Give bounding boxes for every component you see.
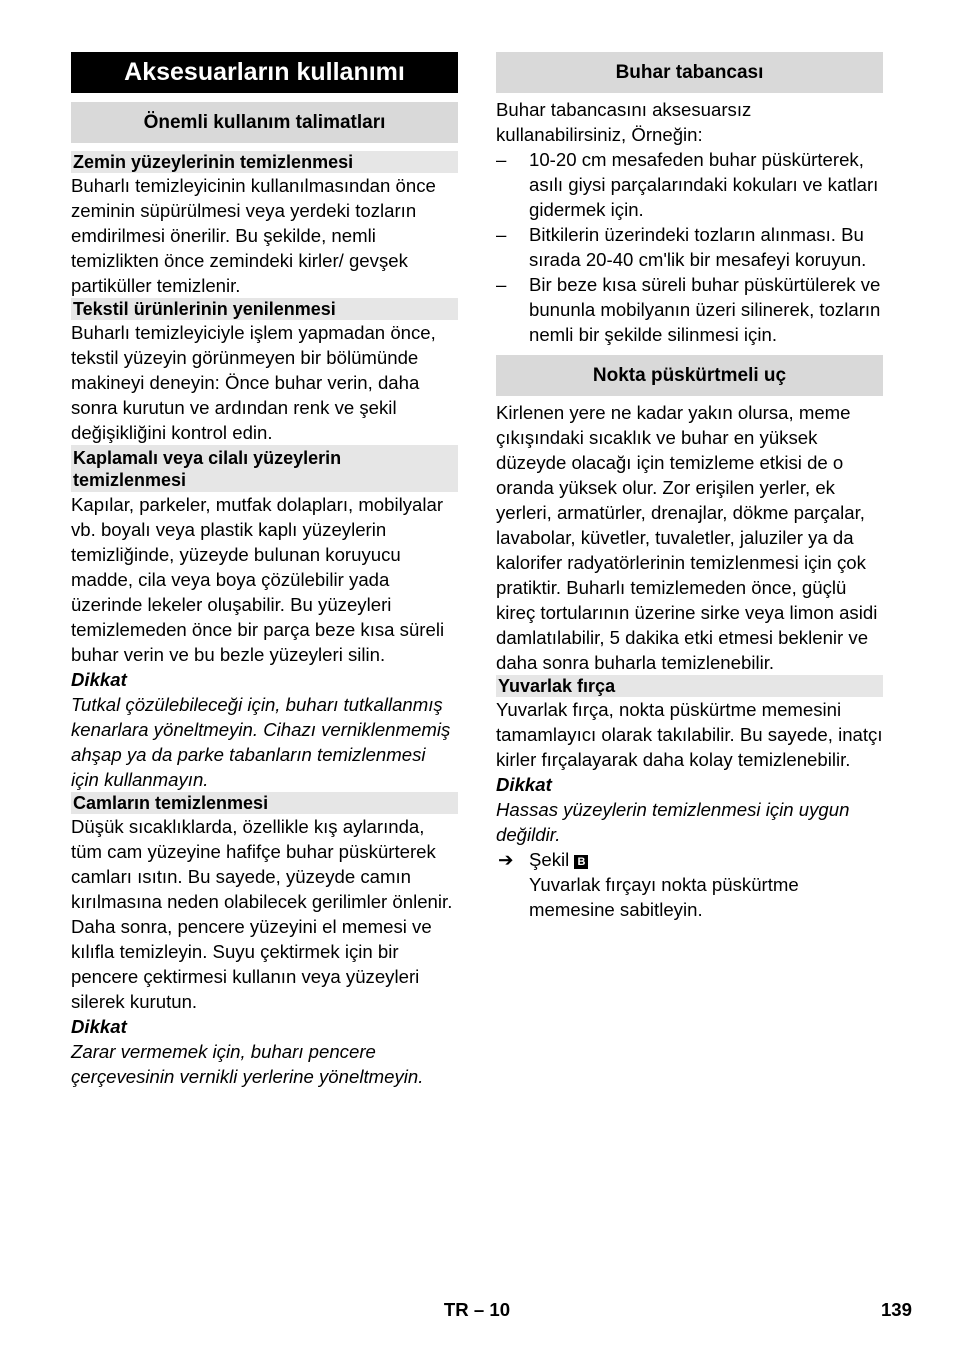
note-coated: Tutkal çözülebileceği için, buharı tutkallanmış kenarlara yöneltmeyin. Cihazı verniklenmemiş ahşap ya da parke tabanların temizlenmesi için kullanmayın.: [71, 694, 451, 790]
dash-bullet: –: [496, 149, 507, 170]
instruction-step: [496, 847, 883, 922]
note-label-windows: Dikkat: [71, 1016, 127, 1037]
page-number: 139: [880, 1299, 912, 1320]
note-label-coated: Dikkat: [71, 669, 127, 690]
paragraph-windows-2: Daha sonra, pencere yüzeyini el memesi ve kılıfla temizleyin. Suyu çektirmek için bir pencere çektirmesi kullanın veya yüzeyleri silerek kurutun.: [71, 916, 432, 1012]
figure-letter-box: B: [574, 855, 588, 869]
paragraph-round-brush: Yuvarlak fırça, nokta püskürtme memesini tamamlayıcı olarak takılabilir. Bu sayede, inatçı kirler fırçalayarak daha kolay temizlenebilir.: [496, 699, 883, 770]
paragraph-coated: Kapılar, parkeler, mutfak dolapları, mobilyalar vb. boyalı veya plastik kaplı yüzeylerin temizliğinde, yüzeyde bulunan koruyucu madde, cila veya boya çözülebilir yada üzerinde lekeler oluşabilir. Bu yüzeyleri temizlemeden önce bir parça beze kısa süreli buhar verin ve bu bezle yüzeyleri silin.: [71, 494, 445, 665]
section-heading-steam-gun: Buhar tabancası: [496, 52, 883, 93]
note-label-brush: Dikkat: [496, 774, 552, 795]
left-column: [71, 52, 458, 1089]
list-item: – Bitkilerin üzerindeki tozların alınması. Bu sırada 20-40 cm'lik bir mesafeyi koruyun.: [496, 224, 867, 270]
chapter-title: Aksesuarların kullanımı: [71, 52, 458, 93]
note-brush: Hassas yüzeylerin temizlenmesi için uygun değildir.: [496, 799, 850, 845]
subheading-coated: Kaplamalı veya cilalı yüzeylerin temizlenmesi: [71, 445, 458, 492]
figure-reference-label: Şekil: [529, 849, 570, 870]
instruction-text: Yuvarlak fırçayı nokta püskürtme memesine sabitleyin.: [529, 874, 799, 920]
paragraph-floor: Buharlı temizleyicinin kullanılmasından önce zeminin süpürülmesi veya yerdeki tozların emdirilmesi önerilir. Bu şekilde, nemli temizlikten önce zemindeki kirler/ gevşek partiküller temizlenir.: [71, 175, 436, 296]
paragraph-nozzle: Kirlenen yere ne kadar yakın olursa, meme çıkışındaki sıcaklık ve buhar en yüksek düzeyde olacağı için temizleme etkisi de o oranda yüksek olur. Zor erişilen yerler, ek yerleri, armatürler, drenajlar, dökme parçalar, lavabolar, küvetler, tuvaletler, jaluziler ya da kalorifer radyatörlerinin temizlenmesi için çok pratiktir. Buharlı temizlemeden önce, güçlü kireç tortularının üzerine sirke veya limon asidi damlatılabilir, 5 dakika etki etmesi beklenir ve daha sonra buharla temizlenebilir.: [496, 402, 878, 673]
note-windows: Zarar vermemek için, buharı pencere çerçevesinin vernikli yerlerine yöneltmeyin.: [71, 1041, 424, 1087]
dash-bullet: –: [496, 274, 507, 295]
subheading-round-brush: Yuvarlak fırça: [496, 675, 883, 697]
right-column: [496, 52, 883, 922]
subheading-textile: Tekstil ürünlerinin yenilenmesi: [71, 298, 458, 320]
section-heading-important: Önemli kullanım talimatları: [71, 102, 458, 143]
subheading-floor: Zemin yüzeylerinin temizlenmesi: [71, 151, 458, 173]
list-item: – Bir beze kısa süreli buhar püskürtülerek ve bununla mobilyanın üzeri silinerek, tozların nemli bir şekilde silinmesi için.: [496, 274, 881, 345]
paragraph-windows-1: Düşük sıcaklıklarda, özellikle kış aylarında, tüm cam yüzeyine hafifçe buhar püskürterek camları ısıtın. Bu sayede, yüzeyde camın kırılmasına neden olabilecek gerilimler önlenir.: [71, 816, 453, 912]
footer-language-page: TR – 10: [443, 1299, 511, 1320]
dash-bullet: –: [496, 224, 507, 245]
subheading-windows: Camların temizlenmesi: [71, 792, 458, 814]
section-heading-nozzle: Nokta püskürtmeli uç: [496, 355, 883, 396]
gun-usage-list: [496, 147, 883, 347]
arrow-right-icon: ➔: [498, 849, 514, 870]
paragraph-gun-intro: Buhar tabancasını aksesuarsız kullanabilirsiniz, Örneğin:: [496, 99, 752, 145]
paragraph-textile: Buharlı temizleyiciyle işlem yapmadan önce, tekstil yüzeyin görünmeyen bir bölümünde makineyi deneyin: Önce buhar verin, daha sonra kurutun ve ardından renk ve şekil değişikliğini kontrol edin.: [71, 322, 436, 443]
list-item: – 10-20 cm mesafeden buhar püskürterek, asılı giysi parçalarındaki kokuları ve katları gidermek için.: [496, 149, 879, 220]
